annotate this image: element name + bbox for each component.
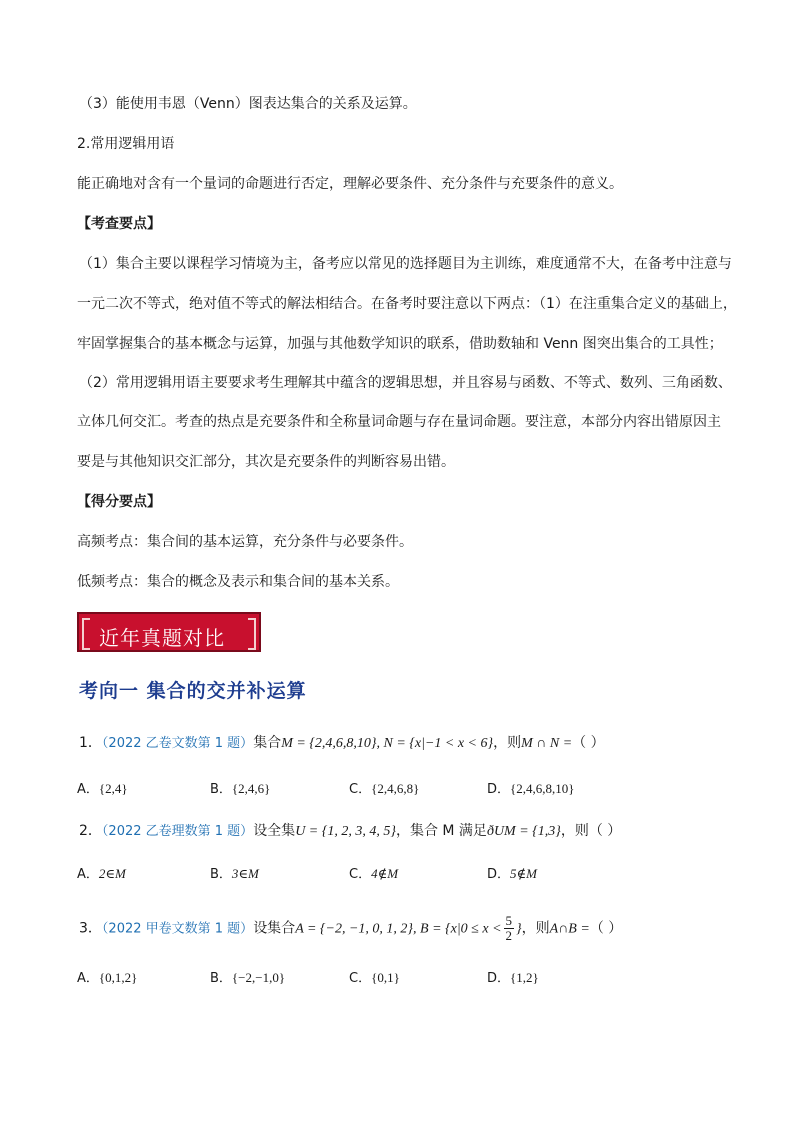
option-d[interactable]: D．5∉M — [487, 866, 537, 882]
option-a[interactable]: A．{2,4} — [77, 781, 128, 797]
option-a[interactable]: A．2∈M — [77, 866, 126, 882]
exam-points-p2-line: 要是与其他知识交汇部分，其次是充要条件的判断容易出错。 — [77, 454, 455, 470]
question-stem: 设集合 — [253, 920, 296, 937]
question-math: A = {−2, −1, 0, 1, 2}, B = {x|0 ≤ x < — [295, 921, 502, 937]
logic-heading: 2.常用逻辑用语 — [77, 136, 175, 152]
logic-text: 能正确地对含有一个量词的命题进行否定，理解必要条件、充分条件与充要条件的意义。 — [77, 176, 623, 192]
option-c[interactable]: C．{2,4,6,8} — [349, 781, 420, 797]
option-a[interactable]: A．{0,1,2} — [77, 970, 138, 986]
question-math: U = {1, 2, 3, 4, 5} — [295, 824, 396, 839]
question-number: 1． — [79, 735, 102, 751]
question-stem: 集合 — [253, 735, 282, 751]
question-stem: ，则（ ） — [560, 823, 622, 839]
exam-points-p2-line: （2）常用逻辑用语主要要求考生理解其中蕴含的逻辑思想，并且容易与函数、不等式、数列、三角函数、 — [79, 375, 732, 391]
option-b[interactable]: B．{−2,−1,0} — [210, 970, 286, 986]
question-source: （2022 乙卷理数第 1 题） — [101, 824, 254, 839]
question-stem: ，则 — [493, 735, 522, 751]
question-source: （2022 甲卷文数第 1 题） — [101, 921, 254, 937]
question-stem: ，则 — [521, 920, 550, 937]
option-d[interactable]: D．{2,4,6,8,10} — [487, 781, 575, 797]
option-c[interactable]: C．{0,1} — [349, 970, 400, 986]
option-d[interactable]: D．{1,2} — [487, 970, 539, 986]
exam-points-p1-line: 一元二次不等式，绝对值不等式的解法相结合。在备考时要注意以下两点：（1）在注重集合定义的基础上， — [77, 296, 737, 312]
section-banner — [77, 612, 261, 652]
score-points-heading: 【得分要点】 — [77, 494, 161, 510]
exam-points-p2-line: 立体几何交汇。考查的热点是充要条件和全称量词命题与存在量词命题。要注意，本部分内容出错原因主 — [77, 414, 721, 430]
option-b[interactable]: B．{2,4,6} — [210, 781, 271, 797]
fraction: $\frac{5}{2}$ — [505, 913, 513, 943]
question-stem: （ ） — [572, 735, 605, 751]
question-math: A∩B = — [549, 921, 590, 937]
question-math: M = {2,4,6,8,10}, N = {x|−1 < x < 6} — [281, 736, 494, 751]
venn-item: （3）能使用韦恩（Venn）图表达集合的关系及运算。 — [79, 96, 417, 112]
exam-points-heading: 【考查要点】 — [77, 216, 161, 232]
exam-points-p1-line: （1）集合主要以课程学习情境为主，备考应以常见的选择题目为主训练，难度通常不大，在备考中注意与 — [79, 256, 732, 272]
question-math: M ∩ N = — [521, 736, 573, 751]
question-number: 3． — [79, 920, 102, 937]
option-c[interactable]: C．4∉M — [349, 866, 399, 882]
question-number: 2． — [79, 823, 102, 839]
question-math: } — [516, 921, 522, 937]
question-3 — [79, 914, 622, 943]
question-1 — [79, 733, 605, 754]
question-stem: ，集合 M 满足 — [395, 823, 487, 839]
section-title: 考向一 集合的交并补运算 — [79, 680, 307, 702]
question-2 — [79, 821, 621, 842]
exam-points-p1-line: 牢固掌握集合的基本概念与运算，加强与其他数学知识的联系，借助数轴和 Venn 图突出集合的工具性； — [77, 336, 723, 352]
banner-left-ornament — [82, 618, 90, 650]
banner-right-ornament — [248, 618, 256, 650]
high-frequency-points: 高频考点：集合间的基本运算，充分条件与必要条件。 — [77, 534, 413, 550]
option-b[interactable]: B．3∈M — [210, 866, 259, 882]
banner-title: 近年真题对比 — [99, 626, 225, 650]
low-frequency-points: 低频考点：集合的概念及表示和集合间的基本关系。 — [77, 574, 399, 590]
question-stem: （ ） — [589, 920, 623, 937]
question-math: ðUM = {1,3} — [486, 824, 561, 839]
question-stem: 设全集 — [253, 823, 296, 839]
question-source: （2022 乙卷文数第 1 题） — [101, 736, 254, 751]
